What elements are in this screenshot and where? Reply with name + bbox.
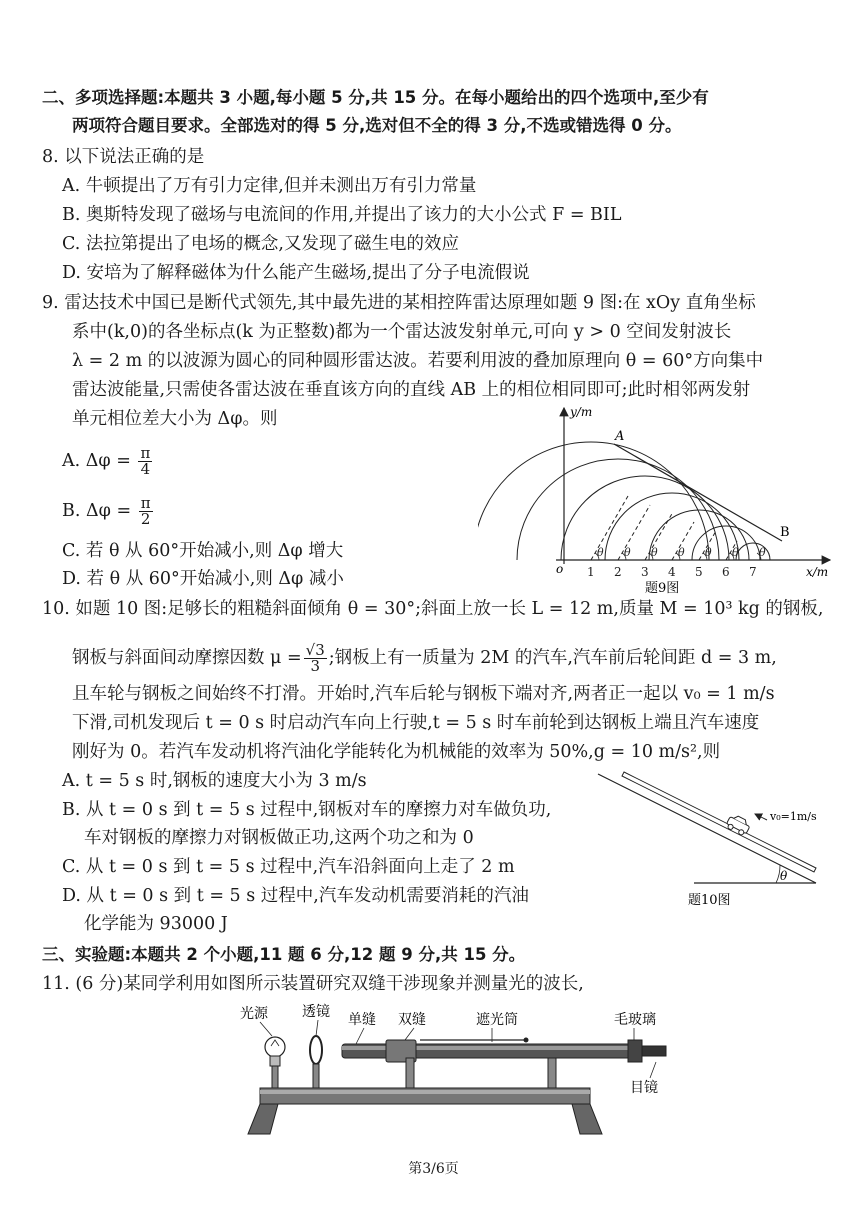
q10-option-c: C. 从 t = 0 s 到 t = 5 s 过程中,汽车沿斜面向上走了 2 m [62,857,515,877]
q9-option-a [62,446,154,477]
q8-option-b: B. 奥斯特发现了磁场与电流间的作用,并提出了该力的大小公式 F = BIL [62,205,622,225]
theta-label-2: θ [624,546,631,559]
section2-heading-line2: 两项符合题目要求。全部选对的得 5 分,选对但不全的得 3 分,不选或错选得 0 分。 [72,116,682,135]
q10-line2 [72,643,777,674]
double-slit-apparatus [230,1002,680,1142]
q10-line2-a: 钢板与斜面间动摩擦因数 μ = [72,648,302,668]
theta-label-3: θ [651,546,658,559]
q8-option-c: C. 法拉第提出了电场的概念,又发现了磁生电的效应 [62,234,459,254]
q9-line3: λ = 2 m 的以波源为圆心的同种圆形雷达波。若要利用波的叠加原理向 θ = 60°方向集中 [72,351,764,371]
q9-option-a-num: π [140,444,151,462]
label-eyepiece: 目镜 [630,1080,658,1096]
bench-foot-left [248,1104,278,1134]
q10-option-a: A. t = 5 s 时,钢板的速度大小为 3 m/s [62,771,367,791]
label-tube: 遮光筒 [476,1012,518,1028]
q9-option-b [62,496,155,527]
theta-label-1: θ [597,546,604,559]
incline-surface [598,774,816,883]
velocity-arrow [755,814,767,820]
q10-mu-den: 3 [310,657,320,675]
q9-option-a-den: 4 [140,460,151,478]
x-tick-1: 1 [587,565,595,579]
q10-option-d-line2: 化学能为 93000 J [84,914,228,934]
section2-heading-line1: 二、多项选择题:本题共 3 小题,每小题 5 分,共 15 分。在每小题给出的四个选项中,至少有 [42,88,709,107]
ray-2 [618,505,650,560]
x-tick-3: 3 [641,565,649,579]
q9-line2: 系中(k,0)的各坐标点(k 为正整数)都为一个雷达波发射单元,可向 y > 0 空间发射波长 [72,322,732,342]
q10-line5: 刚好为 0。若汽车发动机将汽油化学能转化为机械能的效率为 50%,g = 10 m/s²,则 [72,742,721,762]
y-axis-label: y/m [570,405,593,419]
q10-option-b-line2: 车对钢板的摩擦力对钢板做正功,这两个功之和为 0 [84,828,474,848]
x-tick-4: 4 [668,565,676,579]
q9-option-b-fraction [139,496,153,527]
q10-option-b-line1: B. 从 t = 0 s 到 t = 5 s 过程中,钢板对车的摩擦力对车做负功, [62,800,552,820]
q10-mu-fraction [304,643,327,674]
q10-line1: 10. 如题 10 图:足够长的粗糙斜面倾角 θ = 30°;斜面上放一长 L = 12 m,质量 M = 10³ kg 的钢板, [42,599,824,619]
page-number: 第3/6页 [408,1161,459,1177]
figure-10-diagram [584,768,846,908]
figure-9-caption: 题9图 [645,581,680,596]
q9-option-b-prefix: B. Δφ = [62,501,132,521]
light-bulb [265,1037,285,1066]
x-tick-6: 6 [722,565,730,579]
q10-mu-num: √3 [305,641,325,659]
x-tick-2: 2 [614,565,622,579]
theta-label-5: θ [705,546,712,559]
label-single-slit: 单缝 [348,1012,376,1028]
x-tick-5: 5 [695,565,703,579]
theta-label-7: θ [759,546,766,559]
figure-10-caption: 题10图 [688,893,731,908]
q9-line5: 单元相位差大小为 Δφ。则 [72,409,278,429]
point-b-label: B [780,525,790,540]
theta-label-4: θ [678,546,685,559]
q8-option-d: D. 安培为了解释磁体为什么能产生磁场,提出了分子电流假说 [62,263,530,283]
x-tick-7: 7 [749,565,757,579]
q8-option-a: A. 牛顿提出了万有引力定律,但并未测出万有引力常量 [62,176,477,196]
line-ab [614,444,782,541]
x-axis-label: x/m [806,565,829,579]
q9-line4: 雷达波能量,只需使各雷达波在垂直该方向的直线 AB 上的相位相同即可;此时相邻两发射 [72,380,751,400]
q9-option-d: D. 若 θ 从 60°开始减小,则 Δφ 减小 [62,569,344,589]
wavefront-arc-3 [561,476,729,598]
q9-option-c: C. 若 θ 从 60°开始减小,则 Δφ 增大 [62,541,344,561]
q9-option-b-num: π [140,494,151,512]
eyepiece-assembly [628,1040,642,1062]
label-ground-glass: 毛玻璃 [614,1012,656,1028]
q9-option-a-prefix: A. Δφ = [62,451,131,471]
q9-option-b-den: 2 [140,510,151,528]
label-lens: 透镜 [302,1004,330,1020]
q8-stem: 8. 以下说法正确的是 [42,147,205,167]
figure-9-diagram [478,402,840,598]
theta-label: θ [780,869,788,883]
bench-foot-right [572,1104,602,1134]
section3-heading: 三、实验题:本题共 2 个小题,11 题 6 分,12 题 9 分,共 15 分。 [42,945,526,964]
q10-line4: 下滑,司机发现后 t = 0 s 时启动汽车向上行驶,t = 5 s 时车前轮到达钢板上端且汽车速度 [72,713,760,733]
q9-line1: 9. 雷达技术中国已是断代式领先,其中最先进的某相控阵雷达原理如题 9 图:在 xOy 直角坐标 [42,293,756,313]
q10-line2-b: ;钢板上有一质量为 2M 的汽车,汽车前后轮间距 d = 3 m, [328,648,777,668]
q9-option-a-fraction [138,446,152,477]
q11-stem: 11. (6 分)某同学利用如图所示装置研究双缝干涉现象并测量光的波长, [42,974,584,994]
q10-option-d-line1: D. 从 t = 0 s 到 t = 5 s 过程中,汽车发动机需要消耗的汽油 [62,886,529,906]
label-light-source: 光源 [240,1006,268,1022]
theta-label-6: θ [732,546,739,559]
label-double-slit: 双缝 [398,1012,426,1028]
lens [310,1036,322,1064]
origin-label: o [556,562,564,576]
q10-line3: 且车轮与钢板之间始终不打滑。开始时,汽车后轮与钢板下端对齐,两者正一起以 v₀ = 1 m/s [72,684,775,704]
v0-label: v₀=1m/s [770,810,817,823]
point-a-label: A [615,429,625,444]
